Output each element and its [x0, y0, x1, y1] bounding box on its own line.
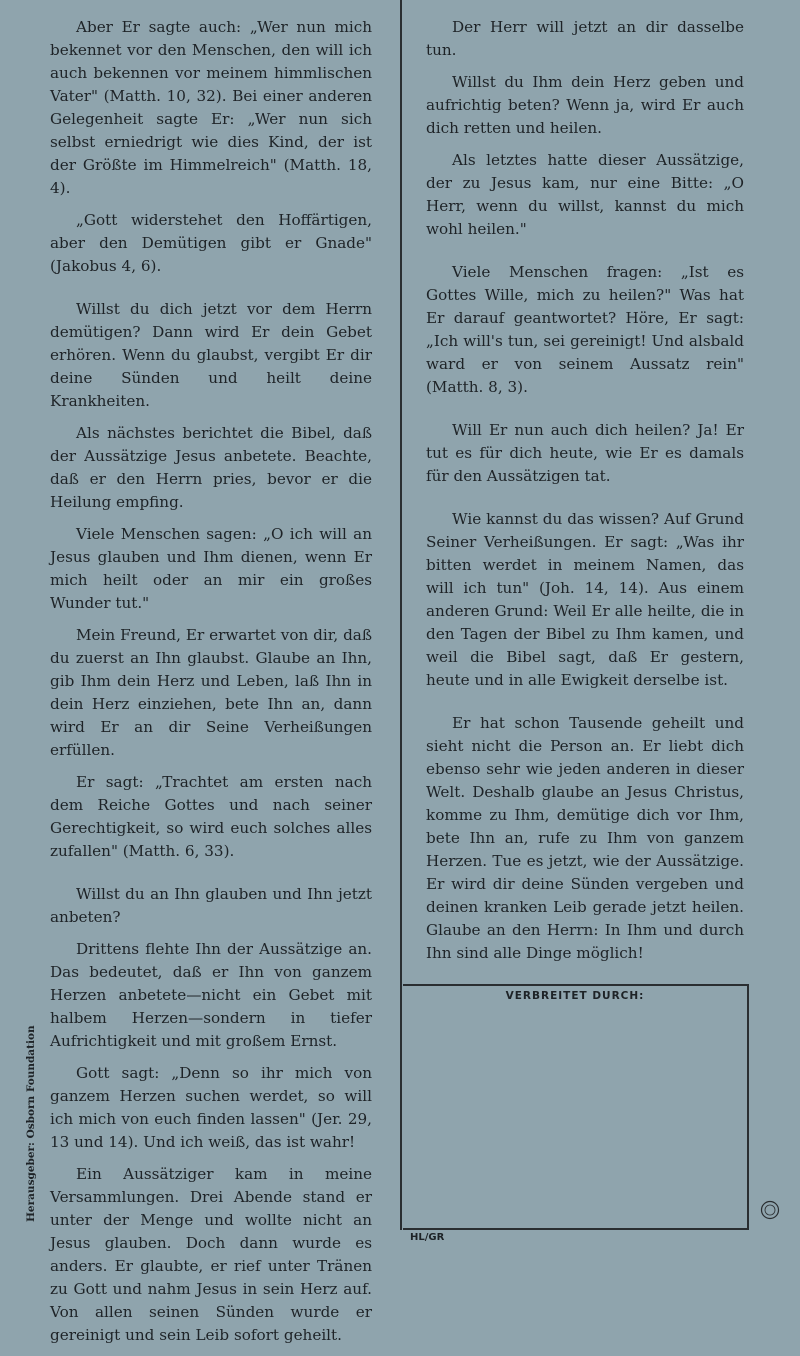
paragraph: Als letztes hatte dieser Aussätzige, der zu Jesus kam, nur eine Bitte: „O Herr, wenn du willst, kannst du mich wohl heilen." — [426, 151, 744, 238]
paragraph: Als nächstes berichtet die Bibel, daß der Aussätzige Jesus anbetete. Beachte, daß er den Herrn pries, bevor er die Heilung empfing. — [50, 424, 372, 511]
paragraph: „Gott widerstehet den Hoffärtigen, aber den Demütigen gibt er Gnade" (Jakobus 4, 6). — [50, 211, 372, 275]
printer-seal-icon — [760, 1200, 780, 1220]
paragraph: Willst du dich jetzt vor dem Herrn demütigen? Dann wird Er dein Gebet erhören. Wenn du glaubst, vergibt Er dir deine Sünden und heilt deine Krankheiten. — [50, 300, 372, 410]
paragraph: Aber Er sagte auch: „Wer nun mich bekennet vor den Menschen, den will ich auch bekennen vor meinem himmlischen Vater" (Matth. 10, 32). Bei einer anderen Gelegenheit sagte Er: „Wer nun sich selbst erniedrigt wie dies Kind, der ist der Größte im Himmelreich" (Matth. 18, 4). — [50, 18, 372, 197]
distributor-stamp-box — [403, 984, 749, 1230]
paragraph: Ein Aussätziger kam in meine Versammlungen. Drei Abende stand er unter der Menge und wollte nicht an Jesus glauben. Doch dann wurde es anders. Er glaubte, er rief unter Tränen zu Gott und nahm Jesus in sein Herz auf. Von allen seinen Sünden wurde er gereinigt und sein Leib sofort geheilt. — [50, 1165, 372, 1344]
paragraph: Der Herr will jetzt an dir dasselbe tun. — [426, 18, 744, 59]
paragraph: Er sagt: „Trachtet am ersten nach dem Reiche Gottes und nach seiner Gerechtigkeit, so wird euch solches alles zufallen" (Matth. 6, 33). — [50, 773, 372, 860]
right-text-column — [426, 16, 744, 974]
paragraph: Wie kannst du das wissen? Auf Grund Seiner Verheißungen. Er sagt: „Was ihr bitten werdet in meinem Namen, das will ich tun" (Joh. 14, 14). Aus einem anderen Grund: Weil Er alle heilte, die in den Tagen der Bibel zu Ihm kamen, und weil die Bibel sagt, daß Er gestern, heute und in alle Ewigkeit derselbe ist. — [426, 510, 744, 689]
distributor-box-title: VERBREITET DURCH: — [505, 990, 645, 1002]
publisher-credit: Herausgeber: Osborn Foundation — [25, 1025, 37, 1222]
paragraph: Drittens flehte Ihn der Aussätzige an. Das bedeutet, daß er Ihn von ganzem Herzen anbetete—nicht ein Gebet mit halbem Herzen—sondern in tiefer Aufrichtigkeit und mit großem Ernst. — [50, 940, 372, 1050]
paragraph: Will Er nun auch dich heilen? Ja! Er tut es für dich heute, wie Er es damals für den Aussätzigen tat. — [426, 421, 744, 485]
paragraph: Viele Menschen sagen: „O ich will an Jesus glauben und Ihm dienen, wenn Er mich heilt oder an mir ein großes Wunder tut." — [50, 525, 372, 612]
paragraph: Viele Menschen fragen: „Ist es Gottes Wille, mich zu heilen?" Was hat Er darauf geantwortet? Höre, Er sagt: „Ich will's tun, sei gereinigt! Und alsbald ward er von seinem Aussatz rein" (Matth. 8, 3). — [426, 263, 744, 396]
paragraph: Mein Freund, Er erwartet von dir, daß du zuerst an Ihn glaubst. Glaube an Ihn, gib Ihm dein Herz und Leben, laß Ihn in dein Herz einziehen, bete Ihn an, dann wird Er an dir Seine Verheißungen erfüllen. — [50, 626, 372, 759]
column-divider — [400, 0, 402, 1230]
paragraph: Er hat schon Tausende geheilt und sieht nicht die Person an. Er liebt dich ebenso sehr wie jeden anderen in dieser Welt. Deshalb glaube an Jesus Christus, komme zu Ihm, demütige dich vor Ihm, bete Ihn an, rufe zu Ihm von ganzem Herzen. Tue es jetzt, wie der Aussätzige. Er wird dir deine Sünden vergeben und deinen kranken Leib gerade jetzt heilen. Glaube an den Herrn: In Ihm und durch Ihn sind alle Dinge möglich! — [426, 714, 744, 962]
print-code: HL/GR — [410, 1232, 445, 1243]
paragraph: Willst du Ihm dein Herz geben und aufrichtig beten? Wenn ja, wird Er auch dich retten und heilen. — [426, 73, 744, 137]
paragraph: Gott sagt: „Denn so ihr mich von ganzem Herzen suchen werdet, so will ich mich von euch finden lassen" (Jer. 29, 13 und 14). Und ich weiß, das ist wahr! — [50, 1064, 372, 1151]
paragraph: Willst du an Ihn glauben und Ihn jetzt anbeten? — [50, 885, 372, 926]
left-text-column — [50, 16, 372, 1356]
